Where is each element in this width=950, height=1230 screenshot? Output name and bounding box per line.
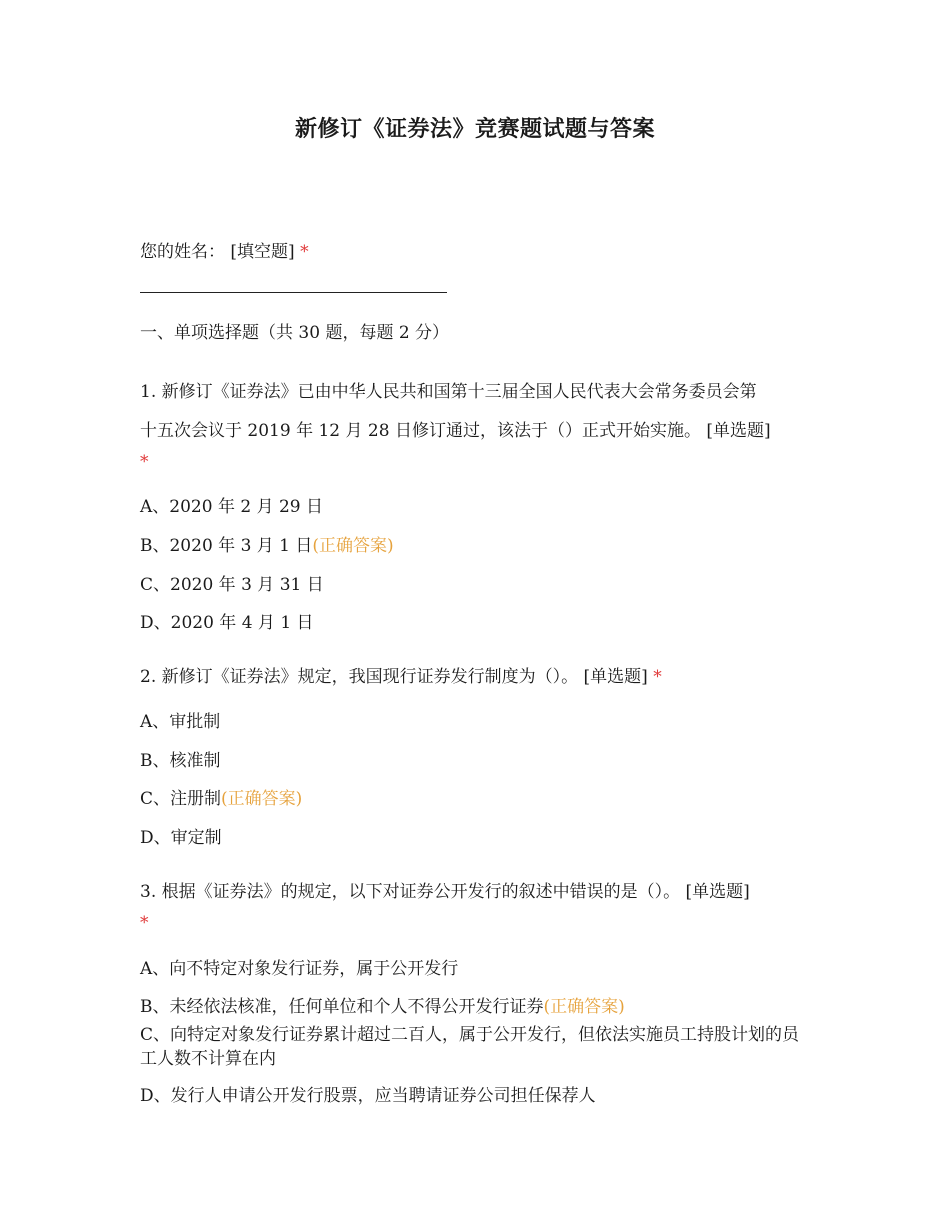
question-3-text: 3. 根据《证券法》的规定，以下对证券公开发行的叙述中错误的是（）。: [140, 882, 681, 902]
question-3-option-a: [140, 954, 458, 979]
question-1-line-1: 1. 新修订《证券法》已由中华人民共和国第十三届全国人民代表大会常务委员会第: [140, 382, 757, 402]
option-text: A、审批制: [140, 712, 221, 732]
question-3-type: [单选题]: [685, 882, 750, 902]
question-2-option-c: [140, 784, 302, 809]
question-3-option-c: [140, 1023, 810, 1071]
question-3-line-1: [140, 877, 750, 902]
question-1-type: [单选题]: [706, 421, 771, 441]
section-heading: 一、单项选择题（共 30 题，每题 2 分）: [140, 323, 450, 343]
option-text: C、向特定对象发行证券累计超过二百人，属于公开发行，但依法实施员工持股计划的员工人数不计算在内: [140, 1025, 800, 1069]
question-2-type: [单选题]: [583, 667, 648, 687]
option-text: A、向不特定对象发行证券，属于公开发行: [140, 959, 459, 979]
name-answer-line[interactable]: [140, 292, 447, 293]
required-mark: *: [653, 667, 662, 687]
correct-answer-tag: (正确答案): [221, 789, 303, 809]
required-mark: *: [140, 452, 149, 472]
option-text: D、2020 年 4 月 1 日: [140, 613, 314, 633]
name-label: 您的姓名：: [140, 242, 225, 262]
question-1-option-b: [140, 531, 394, 556]
question-1-text: 十五次会议于 2019 年 12 月 28 日修订通过，该法于（）正式开始实施。: [140, 421, 701, 441]
correct-answer-tag: (正确答案): [312, 536, 394, 556]
question-2-option-d: [140, 823, 222, 848]
question-2-option-b: [140, 746, 221, 771]
required-mark: *: [300, 242, 309, 262]
question-2-text: 2. 新修订《证券法》规定，我国现行证券发行制度为（）。: [140, 667, 579, 687]
option-text: B、核准制: [140, 751, 221, 771]
correct-answer-tag: (正确答案): [543, 997, 625, 1017]
option-text: B、未经依法核准，任何单位和个人不得公开发行证券: [140, 997, 544, 1017]
name-type: [填空题]: [230, 242, 295, 262]
question-3-option-b: [140, 992, 625, 1017]
required-mark: *: [140, 913, 149, 933]
option-text: A、2020 年 2 月 29 日: [140, 497, 324, 517]
option-text: D、审定制: [140, 828, 222, 848]
question-2-option-a: [140, 707, 220, 732]
question-3-option-d: [140, 1081, 596, 1106]
name-question: [140, 237, 309, 262]
question-1-option-a: [140, 492, 323, 517]
option-text: D、发行人申请公开发行股票，应当聘请证券公司担任保荐人: [140, 1086, 596, 1106]
option-text: B、2020 年 3 月 1 日: [140, 536, 313, 556]
question-2-line-1: [140, 662, 662, 687]
document-title: 新修订《证券法》竞赛题试题与答案: [294, 117, 655, 142]
option-text: C、注册制: [140, 789, 222, 809]
question-1-option-c: [140, 570, 324, 595]
question-1-option-d: [140, 608, 314, 633]
option-text: C、2020 年 3 月 31 日: [140, 575, 324, 595]
question-1-line-2: [140, 416, 771, 441]
